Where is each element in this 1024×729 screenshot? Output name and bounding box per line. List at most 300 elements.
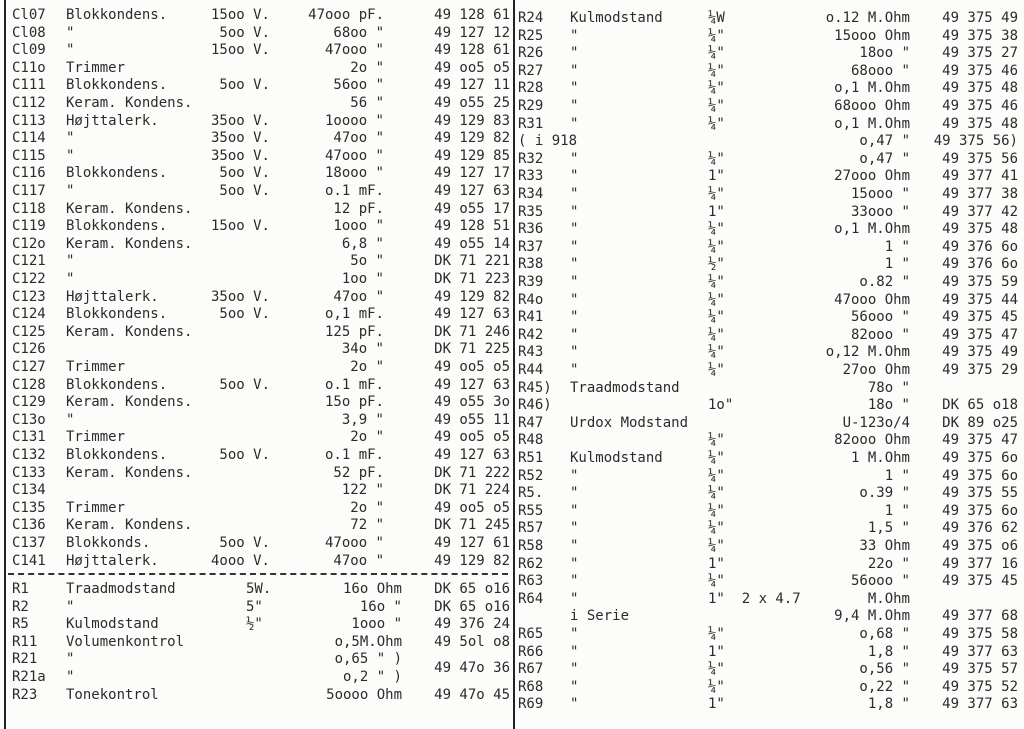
- part-description: ": [570, 256, 579, 273]
- part-value: 27ooo Ohm: [834, 168, 910, 185]
- part-rating: 5": [246, 598, 263, 615]
- resistor-row: [0, 396, 1024, 414]
- part-number: 49 375 o6: [942, 538, 1018, 554]
- part-voltage: 5oo V.: [219, 376, 270, 393]
- part-number: 49 377 63: [942, 696, 1018, 713]
- part-description: i Serie: [570, 608, 630, 625]
- part-description: ": [570, 344, 579, 361]
- part-number: 49 o55 3o: [434, 394, 510, 411]
- part-description: ": [570, 80, 579, 97]
- part-ref: R52: [518, 467, 544, 484]
- part-number: 49 o55 17: [434, 200, 510, 217]
- part-number: 49 127 17: [434, 165, 510, 182]
- part-ref: C122: [12, 271, 46, 287]
- part-value: o.12 M.Ohm: [825, 10, 910, 26]
- resistor-row: [0, 9, 1024, 27]
- part-number: 49 375 46: [942, 98, 1018, 114]
- part-ref: R55: [518, 502, 544, 519]
- part-description: Keram. Kondens.: [66, 95, 193, 111]
- part-value: o,56 ": [859, 661, 910, 678]
- part-value: o,1 M.Ohm: [834, 80, 910, 97]
- part-number: 49 375 47: [942, 326, 1018, 343]
- part-ref: R45): [518, 379, 552, 396]
- part-number: 49 377 38: [942, 186, 1018, 202]
- part-value: 47ooo ": [324, 535, 384, 551]
- resistor-row: [0, 220, 1024, 238]
- part-ref: R27: [518, 62, 544, 79]
- part-description: ": [570, 696, 579, 713]
- part-value: 47ooo ": [324, 42, 384, 59]
- part-value: o,1 M.Ohm: [834, 221, 910, 238]
- part-value: 1,8 ": [867, 643, 910, 660]
- part-ref: C125: [12, 323, 46, 340]
- part-number: DK 71 223: [434, 271, 510, 287]
- part-value: 68oo ": [333, 24, 384, 41]
- part-rating: ¼": [708, 309, 725, 326]
- part-value: 122 ": [341, 482, 384, 499]
- part-description: Traadmodstand: [570, 379, 680, 396]
- part-value: o,47 ": [859, 133, 910, 150]
- part-value: 16o ": [359, 598, 402, 615]
- part-description: ": [570, 274, 579, 290]
- part-ref: R26: [518, 45, 544, 62]
- part-value: 15ooo ": [850, 186, 910, 202]
- part-description: ": [570, 115, 579, 132]
- part-value: 56oo ": [333, 77, 384, 94]
- part-description: Volumenkontrol: [66, 633, 185, 650]
- part-ref: R67: [518, 661, 544, 678]
- part-description: Keram. Kondens.: [66, 323, 193, 340]
- part-ref: C111: [12, 77, 46, 94]
- part-number: 49 129 83: [434, 112, 510, 129]
- part-ref: R65: [518, 626, 544, 642]
- part-number: 49 o55 11: [434, 411, 510, 428]
- resistor-row: [0, 238, 1024, 256]
- part-rating: ¼": [708, 98, 725, 114]
- part-number: 49 127 12: [434, 24, 510, 41]
- part-rating: 1": [708, 643, 725, 660]
- part-ref: C124: [12, 306, 46, 323]
- part-ref: C112: [12, 95, 46, 111]
- part-description: Blokkondens.: [66, 77, 168, 94]
- part-ref: ( i 918: [518, 133, 578, 150]
- part-ref: R34: [518, 186, 544, 202]
- part-ref: R28: [518, 80, 544, 97]
- part-ref: R46): [518, 397, 552, 414]
- part-rating: ¼": [708, 502, 725, 519]
- part-ref: R62: [518, 555, 544, 572]
- part-value: 15o pF.: [324, 394, 384, 411]
- resistor-row: [0, 660, 1024, 678]
- part-description: ": [66, 42, 75, 59]
- resistor-row: [0, 62, 1024, 80]
- part-description: ": [570, 538, 579, 554]
- part-number: 49 377 42: [942, 203, 1018, 220]
- part-description: Keram. Kondens.: [66, 517, 193, 534]
- part-rating: ¼": [708, 274, 725, 290]
- resistor-row: [0, 361, 1024, 379]
- part-description: Traadmodstand: [66, 581, 176, 597]
- part-number: 49 375 38: [942, 27, 1018, 44]
- part-description: ": [570, 168, 579, 185]
- part-value: 5oooo Ohm: [326, 686, 402, 703]
- part-description: ": [570, 555, 579, 572]
- part-value: 27oo Ohm: [842, 362, 910, 378]
- part-ref: C137: [12, 535, 46, 551]
- resistor-row: [0, 326, 1024, 344]
- resistor-row: [0, 150, 1024, 168]
- part-value: 2o ": [350, 499, 384, 516]
- part-number: 49 127 63: [434, 306, 510, 323]
- part-ref: C127: [12, 359, 46, 375]
- part-ref: R39: [518, 274, 544, 290]
- part-voltage: 35oo V.: [210, 130, 270, 147]
- part-value: 15ooo Ohm: [834, 27, 910, 44]
- part-description: ": [570, 502, 579, 519]
- resistor-row: [0, 79, 1024, 97]
- part-rating: ¼": [708, 485, 725, 502]
- part-value: o,5M.Ohm: [334, 633, 402, 650]
- part-ref: C117: [12, 183, 46, 199]
- part-value: o,2 " ): [342, 669, 402, 685]
- part-description: ": [66, 130, 75, 147]
- part-description: ": [570, 150, 579, 167]
- part-value: o,47 ": [859, 150, 910, 167]
- part-ref: R44: [518, 362, 544, 378]
- part-value: 34o ": [341, 341, 384, 358]
- part-number: 49 377 16: [942, 555, 1018, 572]
- part-description: Trimmer: [66, 429, 126, 446]
- part-ref: C116: [12, 165, 46, 182]
- part-ref: R5: [12, 616, 29, 633]
- part-ref: R57: [518, 520, 544, 537]
- resistor-row: [0, 185, 1024, 203]
- part-number: DK 65 o18: [942, 397, 1018, 414]
- part-ref: R24: [518, 10, 544, 26]
- part-value: 56 ": [350, 95, 384, 111]
- part-value: 1 ": [884, 238, 910, 255]
- part-value: 56ooo ": [850, 573, 910, 590]
- part-ref: C128: [12, 376, 46, 393]
- part-number: 49 375 45: [942, 309, 1018, 326]
- part-description: Blokkondens.: [66, 218, 168, 235]
- part-number: DK 89 o25: [942, 414, 1018, 431]
- part-number: 49 375 48: [942, 221, 1018, 238]
- part-voltage: 5oo V.: [219, 165, 270, 182]
- part-rating: 5W.: [246, 581, 272, 597]
- resistor-row: [0, 27, 1024, 45]
- part-ref: C129: [12, 394, 46, 411]
- part-description: Blokkondens.: [66, 376, 168, 393]
- part-rating: ½": [246, 616, 263, 633]
- part-description: ": [66, 651, 75, 668]
- part-description: Keram. Kondens.: [66, 464, 193, 481]
- part-rating: 1o": [708, 397, 734, 414]
- resistor-row: [0, 379, 1024, 397]
- part-rating: ¼": [708, 432, 725, 449]
- part-ref: R66: [518, 643, 544, 660]
- part-ref: C12o: [12, 235, 46, 252]
- part-description: ": [570, 62, 579, 79]
- part-description: Trimmer: [66, 359, 126, 375]
- part-number: 49 375 55: [942, 485, 1018, 502]
- resistor-row: [0, 291, 1024, 309]
- resistor-row: [0, 590, 1024, 608]
- part-description: Højttalerk.: [66, 112, 159, 129]
- part-ref: C126: [12, 341, 46, 358]
- part-ref: R5.: [518, 485, 544, 502]
- part-value: o,65 " ): [334, 651, 402, 668]
- part-number: 49 47o 45: [434, 686, 510, 703]
- part-ref: R48: [518, 432, 544, 449]
- resistor-row: [0, 607, 1024, 625]
- part-ref: C119: [12, 218, 46, 235]
- part-number: 49 375 6o: [942, 502, 1018, 519]
- resistor-row: [0, 625, 1024, 643]
- resistor-row: [0, 519, 1024, 537]
- part-number: 49 375 46: [942, 62, 1018, 79]
- part-voltage: 15oo V.: [210, 42, 270, 59]
- part-rating: ¼": [708, 45, 725, 62]
- part-value: 47oo ": [333, 130, 384, 147]
- part-number: 49 oo5 o5: [434, 59, 510, 76]
- part-rating: ¼": [708, 538, 725, 554]
- part-voltage: 35oo V.: [210, 112, 270, 129]
- part-value: 52 pF.: [333, 464, 384, 481]
- part-value: 5o ": [350, 253, 384, 270]
- part-rating: ¼": [708, 344, 725, 361]
- part-value: 1 M.Ohm: [850, 450, 910, 466]
- resistor-row: [0, 484, 1024, 502]
- part-description: ": [570, 485, 579, 502]
- resistor-row: [0, 132, 1024, 150]
- part-voltage: 35oo V.: [210, 147, 270, 164]
- part-ref: C121: [12, 253, 46, 270]
- part-value: 1 ": [884, 502, 910, 519]
- resistor-row: [0, 414, 1024, 432]
- part-rating: ¼": [708, 238, 725, 255]
- part-value: 56ooo ": [850, 309, 910, 326]
- part-ref: C135: [12, 499, 46, 516]
- part-number: 49 127 63: [434, 376, 510, 393]
- part-voltage: 5oo V.: [219, 77, 270, 94]
- part-description: ": [570, 309, 579, 326]
- part-value: 78o ": [867, 379, 910, 396]
- part-ref: C11o: [12, 59, 46, 76]
- part-rating: ¼": [708, 362, 725, 378]
- part-rating: ¼": [708, 573, 725, 590]
- part-value: 18ooo ": [324, 165, 384, 182]
- part-ref: R63: [518, 573, 544, 590]
- part-value: 1oo ": [341, 271, 384, 287]
- part-rating: ¼": [708, 661, 725, 678]
- part-description: ": [66, 411, 75, 428]
- part-number: 49 375 49: [942, 10, 1018, 26]
- part-ref: C132: [12, 447, 46, 463]
- part-ref: C134: [12, 482, 46, 499]
- part-ref: R31: [518, 115, 544, 132]
- part-description: ": [570, 203, 579, 220]
- resistor-row: [0, 502, 1024, 520]
- part-value: 72 ": [350, 517, 384, 534]
- part-value: 47oo ": [333, 552, 384, 569]
- part-number: 49 oo5 o5: [434, 499, 510, 516]
- part-voltage: 4ooo V.: [210, 552, 270, 569]
- part-number: 49 oo5 o5: [434, 429, 510, 446]
- part-ref: R25: [518, 27, 544, 44]
- part-ref: R69: [518, 696, 544, 713]
- part-value: 2o ": [350, 59, 384, 76]
- part-ref: C141: [12, 552, 46, 569]
- part-number: 49 375 56): [933, 133, 1018, 150]
- part-rating: ¼": [708, 467, 725, 484]
- part-value: 3,9 ": [341, 411, 384, 428]
- part-number: 49 129 82: [434, 552, 510, 569]
- part-description: ": [570, 238, 579, 255]
- part-value: 18o ": [867, 397, 910, 414]
- part-ref: R43: [518, 344, 544, 361]
- resistor-row: [0, 44, 1024, 62]
- part-description: ": [570, 626, 579, 642]
- part-value: 47ooo pF.: [308, 7, 384, 23]
- part-number: 49 375 44: [942, 291, 1018, 308]
- part-value: o.1 mF.: [324, 376, 384, 393]
- part-ref: R2: [12, 598, 29, 615]
- part-ref: R37: [518, 238, 544, 255]
- part-description: ": [570, 661, 579, 678]
- part-rating: ¼": [708, 326, 725, 343]
- part-description: ": [570, 362, 579, 378]
- part-description: ": [570, 326, 579, 343]
- part-number: 49 376 62: [942, 520, 1018, 537]
- part-value: o,68 ": [859, 626, 910, 642]
- part-ref: C113: [12, 112, 46, 129]
- part-ref: R32: [518, 150, 544, 167]
- part-description: ": [570, 467, 579, 484]
- part-ref: C13o: [12, 411, 46, 428]
- part-ref: R35: [518, 203, 544, 220]
- part-voltage: 5oo V.: [219, 535, 270, 551]
- part-number: 49 128 61: [434, 42, 510, 59]
- part-number: DK 71 246: [434, 323, 510, 340]
- part-value: 1ooo ": [333, 218, 384, 235]
- part-number: 49 375 6o: [942, 450, 1018, 466]
- part-number: DK 71 225: [434, 341, 510, 358]
- part-description: Blokkondens.: [66, 447, 168, 463]
- part-number: 49 376 24: [434, 616, 510, 633]
- part-ref: Cl09: [12, 42, 46, 59]
- part-description: Tonekontrol: [66, 686, 159, 703]
- part-description: Kulmodstand: [570, 10, 663, 26]
- part-value: 68ooo ": [850, 62, 910, 79]
- part-ref: R58: [518, 538, 544, 554]
- part-number: 49 375 27: [942, 45, 1018, 62]
- part-value: 1,5 ": [867, 520, 910, 537]
- part-description: ": [570, 520, 579, 537]
- part-description: Keram. Kondens.: [66, 235, 193, 252]
- part-description: ": [570, 98, 579, 114]
- part-description: ": [66, 669, 75, 685]
- part-ref: R21: [12, 651, 38, 668]
- part-number: DK 71 221: [434, 253, 510, 270]
- part-description: Blokkondens.: [66, 7, 168, 23]
- part-value: 2o ": [350, 359, 384, 375]
- part-number: DK 71 245: [434, 517, 510, 534]
- part-description: Blokkondens.: [66, 165, 168, 182]
- part-ref: R29: [518, 98, 544, 114]
- part-description: ": [570, 573, 579, 590]
- part-ref: C114: [12, 130, 46, 147]
- part-ref: R41: [518, 309, 544, 326]
- part-number: 49 375 29: [942, 362, 1018, 378]
- part-number: 49 377 63: [942, 643, 1018, 660]
- part-number: DK 65 o16: [434, 598, 510, 615]
- part-value: 9,4 M.Ohm: [834, 608, 910, 625]
- part-value: 1 ": [884, 467, 910, 484]
- part-description: ": [66, 598, 75, 615]
- part-rating: 1" 2 x 4.7: [708, 590, 801, 607]
- part-value: 1,8 ": [867, 696, 910, 713]
- part-value: 47ooo ": [324, 147, 384, 164]
- part-value: 1oooo ": [324, 112, 384, 129]
- part-ref: C133: [12, 464, 46, 481]
- part-description: ": [66, 271, 75, 287]
- part-description: ": [570, 221, 579, 238]
- resistor-row: [0, 572, 1024, 590]
- part-value: 18oo ": [859, 45, 910, 62]
- part-rating: ¼": [708, 62, 725, 79]
- part-ref: R21a: [12, 669, 46, 685]
- part-description: ": [66, 183, 75, 199]
- part-number: 49 375 59: [942, 274, 1018, 290]
- resistor-row: [0, 343, 1024, 361]
- part-number: 49 375 47: [942, 432, 1018, 449]
- resistor-row: [0, 537, 1024, 555]
- part-voltage: 15oo V.: [210, 218, 270, 235]
- part-number: 49 376 6o: [942, 238, 1018, 255]
- part-description: Urdox Modstand: [570, 414, 689, 431]
- part-description: Højttalerk.: [66, 552, 159, 569]
- part-rating: ¼": [708, 291, 725, 308]
- part-description: Keram. Kondens.: [66, 394, 193, 411]
- part-number: 49 376 6o: [942, 256, 1018, 273]
- part-value: 6,8 ": [341, 235, 384, 252]
- part-number: 49 129 82: [434, 288, 510, 305]
- part-value: 22o ": [867, 555, 910, 572]
- part-value: 33 Ohm: [859, 538, 910, 554]
- part-value: o,22 ": [859, 678, 910, 695]
- part-ref: R1: [12, 581, 29, 597]
- part-ref: R36: [518, 221, 544, 238]
- part-description: ": [570, 678, 579, 695]
- part-description: ": [570, 186, 579, 202]
- part-value: o,1 mF.: [324, 306, 384, 323]
- part-rating: 1": [708, 555, 725, 572]
- part-ref: R33: [518, 168, 544, 185]
- part-rating: 1": [708, 696, 725, 713]
- part-rating: ¼": [708, 80, 725, 97]
- part-ref: R51: [518, 450, 544, 466]
- part-description: Blokkondens.: [66, 306, 168, 323]
- part-voltage: 35oo V.: [210, 288, 270, 305]
- part-rating: ¼": [708, 115, 725, 132]
- part-description: Blokkonds.: [66, 535, 151, 551]
- part-number: 49 o55 14: [434, 235, 510, 252]
- part-ref: C123: [12, 288, 46, 305]
- part-rating: ¼W: [708, 10, 725, 26]
- part-value: o.1 mF.: [324, 447, 384, 463]
- part-number: 49 377 41: [942, 168, 1018, 185]
